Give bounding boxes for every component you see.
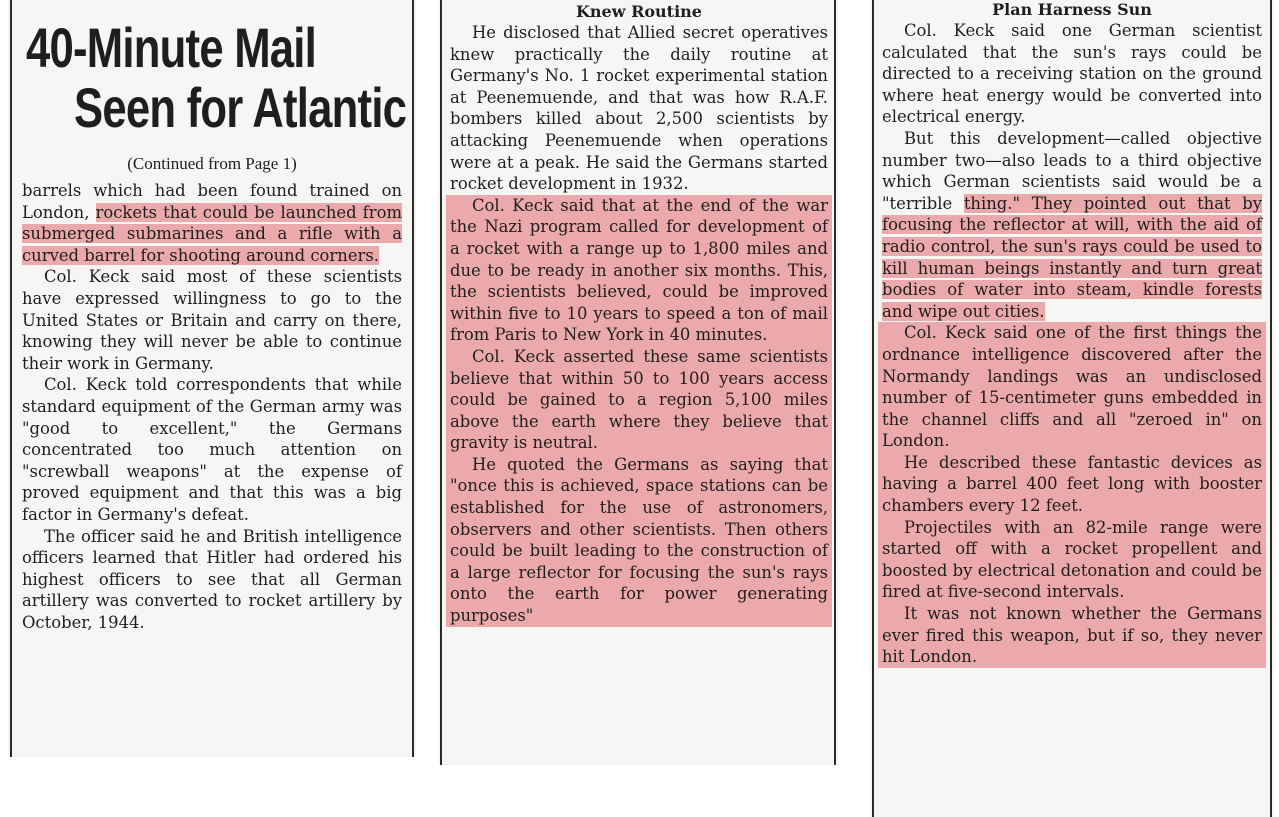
article-column-3 xyxy=(870,0,1274,817)
paragraph xyxy=(882,128,1262,322)
subheading: Knew Routine xyxy=(576,2,702,21)
article-column-1 xyxy=(8,0,416,757)
paragraph: Col. Keck said one of the first things the ordnance intelligence discovered after the Normandy landings was an undisclosed number of 15-centimeter guns embedded in the channel cliffs and all "zeroed in" on London. xyxy=(882,323,1262,451)
highlighted-text: rockets that could be launched from submerged submarines and a rifle with a curved barrel for shooting around corners. xyxy=(22,202,402,265)
paragraph: Col. Keck said one German scientist calculated that the sun's rays could be directed to a receiving station on the ground where heat energy would be converted into electrical energy. xyxy=(882,21,1262,127)
paragraph: He disclosed that Allied secret operatives knew practically the daily routine at Germany's No. 1 rocket experimental station at Peenemuende, and that was how R.A.F. bombers killed about 2,500 scientists by attacking Peenemuende when operations were at a peak. He said the Germans started rocket development in 1932. xyxy=(450,23,828,194)
paragraph: Col. Keck said most of these scientists have expressed willingness to go to the United States or Britain and carry on there, knowing they will never be able to continue their work in Germany. xyxy=(22,267,402,373)
highlighted-text: thing." They pointed out that by focusing the reflector at will, with the aid of radio control, the sun's rays could be used to kill human beings instantly and turn great bodies of water into steam, kindle forests and wipe out cities. xyxy=(882,193,1262,321)
paragraph-text: But this development—called objective number two—also leads to a third objective which German scientists said would be a "terrible xyxy=(882,128,1262,213)
headline-line-1: 40-Minute Mail xyxy=(26,16,317,79)
subheading: Plan Harness Sun xyxy=(992,0,1152,19)
continued-note: (Continued from Page 1) xyxy=(127,154,297,173)
paragraph: He described these fantastic devices as having a barrel 400 feet long with booster chambers every 12 feet. xyxy=(882,452,1262,516)
paragraph: He quoted the Germans as saying that "once this is achieved, space stations can be established for the use of astronomers, observers and other scientists. Then others could be built leading to the construction of a large reflector for focusing the sun's rays onto the earth for power generating purposes" xyxy=(450,454,828,626)
highlighted-block xyxy=(446,195,832,627)
paragraph-text: barrels which had been found trained on London, xyxy=(22,181,402,222)
headline-line-2: Seen for Atlantic xyxy=(74,76,407,139)
highlighted-block xyxy=(878,322,1266,668)
paragraph: It was not known whether the Germans ever fired this weapon, but if so, they never hit London. xyxy=(882,604,1262,667)
paragraph xyxy=(22,180,402,266)
paragraph: The officer said he and British intelligence officers learned that Hitler had ordered his highest officers to see that all German artillery was converted to rocket artillery by October, 1944. xyxy=(22,526,402,632)
paragraph: Projectiles with an 82-mile range were started off with a rocket propellent and boosted by electrical detonation and could be fired at five-second intervals. xyxy=(882,517,1262,602)
paragraph: Col. Keck said that at the end of the war the Nazi program called for development of a rocket with a range up to 1,800 miles and due to be ready in another six months. This, the scientists believed, could be improved within five to 10 years to speed a ton of mail from Paris to New York in 40 minutes. xyxy=(450,195,828,345)
article-column-2 xyxy=(438,0,838,765)
paragraph: Col. Keck told correspondents that while standard equipment of the German army was "good to excellent," the Germans concentrated too much attention on "screwball weapons" at the expense of proved equipment and that this was a big factor in Germany's defeat. xyxy=(22,375,402,524)
paragraph: Col. Keck asserted these same scientists believe that within 50 to 100 years access could be gained to a region 5,100 miles above the earth where they believe that gravity is neutral. xyxy=(450,346,828,453)
